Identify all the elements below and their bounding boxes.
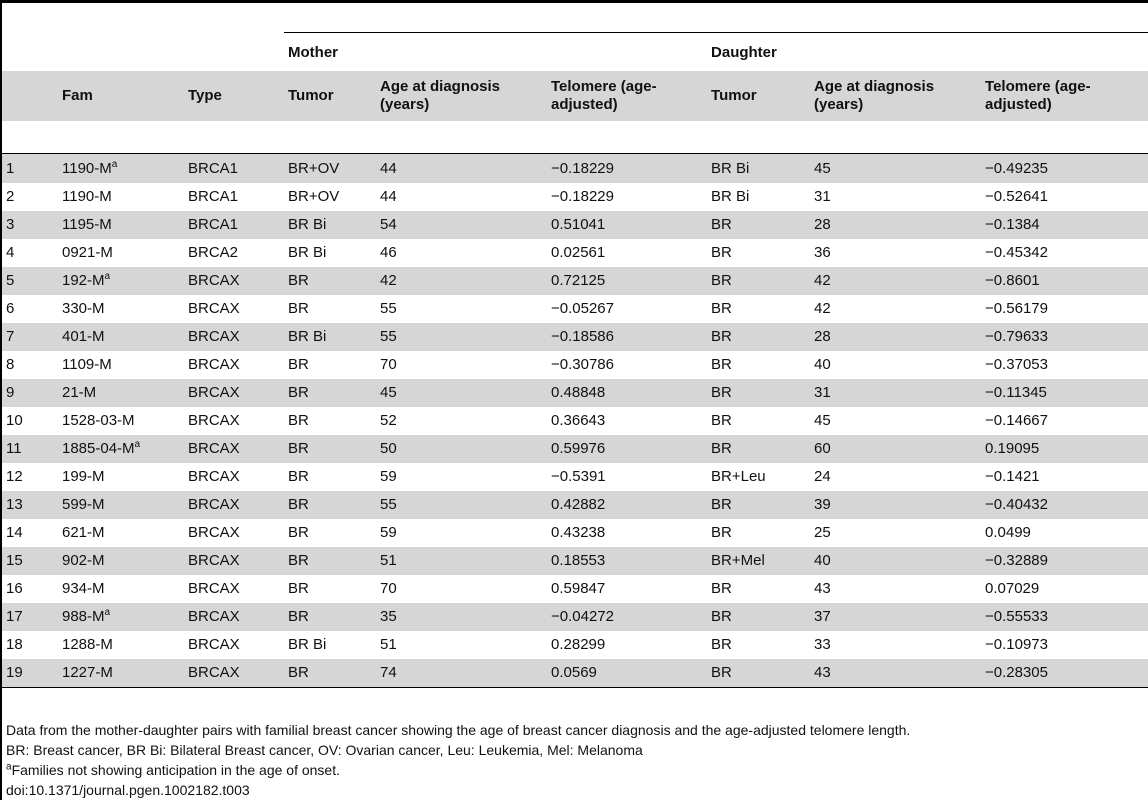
daughter-tumor-cell: BR (707, 491, 810, 519)
daughter-age-cell: 37 (810, 603, 981, 631)
fam-id: 192-M (62, 272, 105, 289)
table-row (2, 547, 1148, 575)
daughter-telomere-cell: −0.1421 (985, 468, 1040, 485)
daughter-tumor-cell: BR (711, 580, 732, 597)
mother-age-cell: 70 (380, 580, 397, 597)
mother-age-cell: 54 (376, 211, 547, 239)
daughter-tumor-cell: BR (707, 435, 810, 463)
daughter-tumor-cell: BR Bi (707, 154, 810, 184)
mother-age-cell: 59 (380, 524, 397, 541)
daughter-telomere-cell: −0.1384 (981, 211, 1148, 239)
daughter-telomere-cell: −0.32889 (981, 547, 1148, 575)
col-header-daughter-age: Age at diagnosis (years) (810, 71, 981, 121)
mother-age-cell: 44 (380, 188, 397, 205)
mother-telomere-cell: 0.59976 (547, 435, 707, 463)
daughter-age-cell: 45 (814, 412, 831, 429)
mother-age-cell: 46 (380, 244, 397, 261)
daughter-tumor-cell: BR (707, 659, 810, 688)
mother-age-cell: 55 (376, 323, 547, 351)
daughter-age-cell: 43 (810, 659, 981, 688)
abbreviations: BR: Breast cancer, BR Bi: Bilateral Breast cancer, OV: Ovarian cancer, Leu: Leukemia, Mel: Melanoma (6, 742, 643, 758)
row-number: 7 (2, 323, 58, 351)
daughter-telomere-cell: −0.11345 (981, 379, 1148, 407)
row-number: 5 (2, 267, 58, 295)
fam-id: 1528-03-M (62, 412, 135, 429)
table-row (2, 519, 1148, 547)
mother-tumor-cell: BR Bi (288, 244, 327, 261)
fam-id: 199-M (62, 468, 105, 485)
fam-cell (58, 491, 184, 519)
fam-cell (58, 295, 184, 323)
mother-telomere-cell: 0.59847 (551, 580, 606, 597)
mother-tumor-cell: BR Bi (284, 323, 376, 351)
col-header-mother-age: Age at diagnosis (years) (376, 71, 547, 121)
fam-footnote-marker: a (134, 439, 141, 450)
fam-cell (58, 351, 184, 379)
fam-cell (58, 323, 184, 351)
mother-age-cell: 51 (380, 636, 397, 653)
table-footnotes (6, 720, 910, 800)
fam-id: 1227-M (62, 664, 113, 681)
mother-telomere-cell: 0.18553 (547, 547, 707, 575)
row-number: 8 (6, 356, 15, 373)
fam-id: 1885-04-M (62, 440, 135, 457)
type-cell: BRCAX (188, 468, 240, 485)
row-number: 19 (2, 659, 58, 688)
row-number: 14 (6, 524, 23, 541)
table-row (2, 491, 1148, 519)
mother-age-cell: 50 (376, 435, 547, 463)
fam-id: 401-M (62, 328, 105, 345)
type-cell: BRCAX (188, 580, 240, 597)
row-number: 3 (2, 211, 58, 239)
fam-id: 1190-M (62, 188, 112, 205)
mother-telomere-cell: 0.42882 (547, 491, 707, 519)
table-row (2, 267, 1148, 295)
type-cell: BRCA1 (184, 154, 284, 184)
fam-cell (58, 631, 184, 659)
col-header-daughter-tumor: Tumor (707, 71, 810, 121)
mother-tumor-cell: BR (288, 580, 309, 597)
col-header-mother-telomere: Telomere (age-adjusted) (547, 71, 707, 121)
daughter-tumor-cell: BR (707, 323, 810, 351)
fam-cell (58, 659, 184, 688)
mother-telomere-cell: −0.30786 (551, 356, 614, 373)
daughter-age-cell: 60 (810, 435, 981, 463)
daughter-age-cell: 39 (810, 491, 981, 519)
fam-footnote-marker: a (111, 158, 118, 170)
daughter-age-cell: 31 (810, 379, 981, 407)
group-header-daughter: Daughter (707, 33, 1148, 72)
table-row (2, 379, 1148, 407)
daughter-tumor-cell: BR (711, 244, 732, 261)
daughter-telomere-cell: −0.28305 (981, 659, 1148, 688)
table-row (2, 435, 1148, 463)
row-number: 6 (6, 300, 15, 317)
row-number: 12 (6, 468, 23, 485)
table-row (2, 154, 1148, 184)
type-cell: BRCAX (184, 491, 284, 519)
daughter-age-cell: 42 (814, 300, 831, 317)
table-row (2, 239, 1148, 267)
column-header-row (2, 71, 1148, 121)
daughter-age-cell: 25 (814, 524, 831, 541)
fam-cell (58, 603, 184, 631)
fam-id: 902-M (62, 552, 105, 569)
daughter-age-cell: 40 (814, 356, 831, 373)
mother-age-cell: 55 (376, 491, 547, 519)
type-cell: BRCAX (188, 636, 240, 653)
fam-cell (58, 211, 184, 239)
fam-cell (58, 267, 184, 295)
mother-telomere-cell: −0.5391 (551, 468, 606, 485)
daughter-telomere-cell: −0.8601 (981, 267, 1148, 295)
daughter-age-cell: 43 (814, 580, 831, 597)
mother-tumor-cell: BR (288, 300, 309, 317)
fam-cell (58, 575, 184, 603)
fam-footnote-marker: a (104, 607, 111, 618)
fam-id: 21-M (62, 384, 97, 401)
mother-tumor-cell: BR (288, 468, 309, 485)
fam-footnote-marker: a (104, 271, 111, 282)
type-cell: BRCAX (184, 323, 284, 351)
row-number: 4 (6, 244, 15, 261)
mother-telomere-cell: −0.04272 (547, 603, 707, 631)
mother-age-cell: 74 (376, 659, 547, 688)
fam-id: 330-M (62, 300, 105, 317)
type-cell: BRCA2 (188, 244, 239, 261)
fam-cell (58, 379, 184, 407)
table-row (2, 407, 1148, 435)
table-row (2, 351, 1148, 379)
daughter-tumor-cell: BR (711, 356, 732, 373)
fam-id: 1288-M (62, 636, 113, 653)
mother-tumor-cell: BR (284, 267, 376, 295)
daughter-telomere-cell: −0.52641 (985, 188, 1048, 205)
fam-id: 1195-M (62, 216, 112, 233)
col-header-type: Type (184, 71, 284, 121)
daughter-age-cell: 45 (810, 154, 981, 184)
mother-tumor-cell: BR (284, 491, 376, 519)
mother-telomere-cell: 0.72125 (547, 267, 707, 295)
row-number: 18 (6, 636, 23, 653)
fam-cell (58, 547, 184, 575)
row-number: 1 (2, 154, 58, 184)
row-number: 15 (2, 547, 58, 575)
footnote-marker: a (6, 761, 12, 773)
row-number: 16 (6, 580, 23, 597)
daughter-age-cell: 40 (810, 547, 981, 575)
mother-tumor-cell: BR+OV (284, 154, 376, 184)
mother-tumor-cell: BR (288, 524, 309, 541)
daughter-tumor-cell: BR (707, 267, 810, 295)
type-cell: BRCAX (188, 356, 240, 373)
type-cell: BRCA1 (188, 188, 239, 205)
row-number: 17 (2, 603, 58, 631)
fam-cell (58, 183, 184, 211)
mother-tumor-cell: BR (284, 603, 376, 631)
row-number: 9 (2, 379, 58, 407)
daughter-age-cell: 28 (810, 323, 981, 351)
daughter-telomere-cell: −0.55533 (981, 603, 1148, 631)
caption: Data from the mother-daughter pairs with familial breast cancer showing the age of breast cancer diagnosis and the age-adjusted telomere length. (6, 722, 911, 738)
mother-telomere-cell: 0.36643 (551, 412, 606, 429)
type-cell: BRCAX (188, 300, 240, 317)
daughter-telomere-cell: 0.19095 (981, 435, 1148, 463)
data-table (2, 32, 1148, 688)
daughter-age-cell: 36 (814, 244, 831, 261)
type-cell: BRCAX (184, 267, 284, 295)
daughter-telomere-cell: −0.79633 (981, 323, 1148, 351)
fam-id: 988-M (62, 608, 105, 625)
table-row (2, 183, 1148, 211)
type-cell: BRCA1 (184, 211, 284, 239)
type-cell: BRCAX (184, 379, 284, 407)
mother-tumor-cell: BR (284, 379, 376, 407)
daughter-age-cell: 42 (810, 267, 981, 295)
col-header-mother-tumor: Tumor (284, 71, 376, 121)
fam-id: 621-M (62, 524, 105, 541)
daughter-telomere-cell: −0.10973 (985, 636, 1048, 653)
daughter-telomere-cell: −0.56179 (985, 300, 1048, 317)
fam-cell (58, 407, 184, 435)
mother-tumor-cell: BR Bi (284, 211, 376, 239)
table-row (2, 463, 1148, 491)
daughter-tumor-cell: BR+Mel (707, 547, 810, 575)
daughter-telomere-cell: −0.40432 (981, 491, 1148, 519)
table-row (2, 575, 1148, 603)
mother-age-cell: 44 (376, 154, 547, 184)
fam-cell (58, 519, 184, 547)
type-cell: BRCAX (184, 659, 284, 688)
table-row (2, 631, 1148, 659)
mother-tumor-cell: BR+OV (288, 188, 340, 205)
type-cell: BRCAX (188, 524, 240, 541)
fam-id: 0921-M (62, 244, 113, 261)
mother-telomere-cell: −0.18229 (551, 188, 614, 205)
fam-id: 1190-M (62, 159, 112, 177)
table-row (2, 295, 1148, 323)
daughter-age-cell: 31 (814, 188, 831, 205)
header-spacer-row (2, 121, 1148, 154)
mother-telomere-cell: −0.05267 (551, 300, 614, 317)
fam-cell (58, 239, 184, 267)
daughter-age-cell: 33 (814, 636, 831, 653)
mother-telomere-cell: −0.18586 (547, 323, 707, 351)
mother-tumor-cell: BR (284, 547, 376, 575)
daughter-telomere-cell: −0.45342 (985, 244, 1048, 261)
mother-age-cell: 42 (376, 267, 547, 295)
mother-age-cell: 52 (380, 412, 397, 429)
col-header-daughter-telomere: Telomere (age-adjusted) (981, 71, 1148, 121)
daughter-telomere-cell: −0.14667 (985, 412, 1048, 429)
row-number: 10 (6, 412, 23, 429)
daughter-telomere-cell: −0.49235 (981, 154, 1148, 184)
daughter-age-cell: 28 (810, 211, 981, 239)
row-number: 13 (2, 491, 58, 519)
daughter-tumor-cell: BR Bi (711, 188, 750, 205)
doi: doi:10.1371/journal.pgen.1002182.t003 (6, 782, 250, 798)
daughter-tumor-cell: BR (707, 603, 810, 631)
fam-id: 1109-M (62, 356, 112, 373)
mother-age-cell: 35 (376, 603, 547, 631)
row-number: 11 (2, 435, 58, 463)
type-cell: BRCAX (184, 435, 284, 463)
footnote-a (6, 760, 910, 780)
daughter-tumor-cell: BR (711, 636, 732, 653)
daughter-tumor-cell: BR (707, 211, 810, 239)
daughter-tumor-cell: BR (711, 524, 732, 541)
mother-telomere-cell: 0.48848 (547, 379, 707, 407)
daughter-tumor-cell: BR (711, 412, 732, 429)
type-cell: BRCAX (184, 547, 284, 575)
mother-tumor-cell: BR (284, 435, 376, 463)
mother-age-cell: 45 (376, 379, 547, 407)
fam-cell (58, 435, 184, 463)
daughter-age-cell: 24 (814, 468, 831, 485)
daughter-telomere-cell: 0.0499 (985, 524, 1031, 541)
fam-id: 599-M (62, 496, 105, 513)
mother-telomere-cell: 0.02561 (551, 244, 606, 261)
mother-tumor-cell: BR (284, 659, 376, 688)
fam-cell (58, 154, 184, 184)
mother-telomere-cell: 0.43238 (551, 524, 606, 541)
fam-id: 934-M (62, 580, 105, 597)
mother-telomere-cell: −0.18229 (547, 154, 707, 184)
table-row (2, 323, 1148, 351)
col-header-fam: Fam (58, 71, 184, 121)
fam-cell (58, 463, 184, 491)
type-cell: BRCAX (184, 603, 284, 631)
mother-telomere-cell: 0.28299 (551, 636, 606, 653)
daughter-tumor-cell: BR (707, 379, 810, 407)
type-cell: BRCAX (188, 412, 240, 429)
group-header-row (2, 33, 1148, 72)
table-row (2, 659, 1148, 688)
mother-age-cell: 70 (380, 356, 397, 373)
group-header-mother: Mother (284, 33, 707, 72)
footnote-text: Families not showing anticipation in the age of onset. (11, 762, 340, 778)
mother-tumor-cell: BR (288, 412, 309, 429)
mother-tumor-cell: BR (288, 356, 309, 373)
mother-age-cell: 55 (380, 300, 397, 317)
table-row (2, 211, 1148, 239)
daughter-tumor-cell: BR (711, 300, 732, 317)
mother-telomere-cell: 0.0569 (547, 659, 707, 688)
daughter-tumor-cell: BR+Leu (711, 468, 766, 485)
daughter-telomere-cell: 0.07029 (985, 580, 1040, 597)
top-rule (0, 0, 1148, 3)
mother-age-cell: 51 (376, 547, 547, 575)
mother-age-cell: 59 (380, 468, 397, 485)
mother-telomere-cell: 0.51041 (547, 211, 707, 239)
daughter-telomere-cell: −0.37053 (985, 356, 1048, 373)
row-number: 2 (6, 188, 15, 205)
table-row (2, 603, 1148, 631)
mother-tumor-cell: BR Bi (288, 636, 327, 653)
